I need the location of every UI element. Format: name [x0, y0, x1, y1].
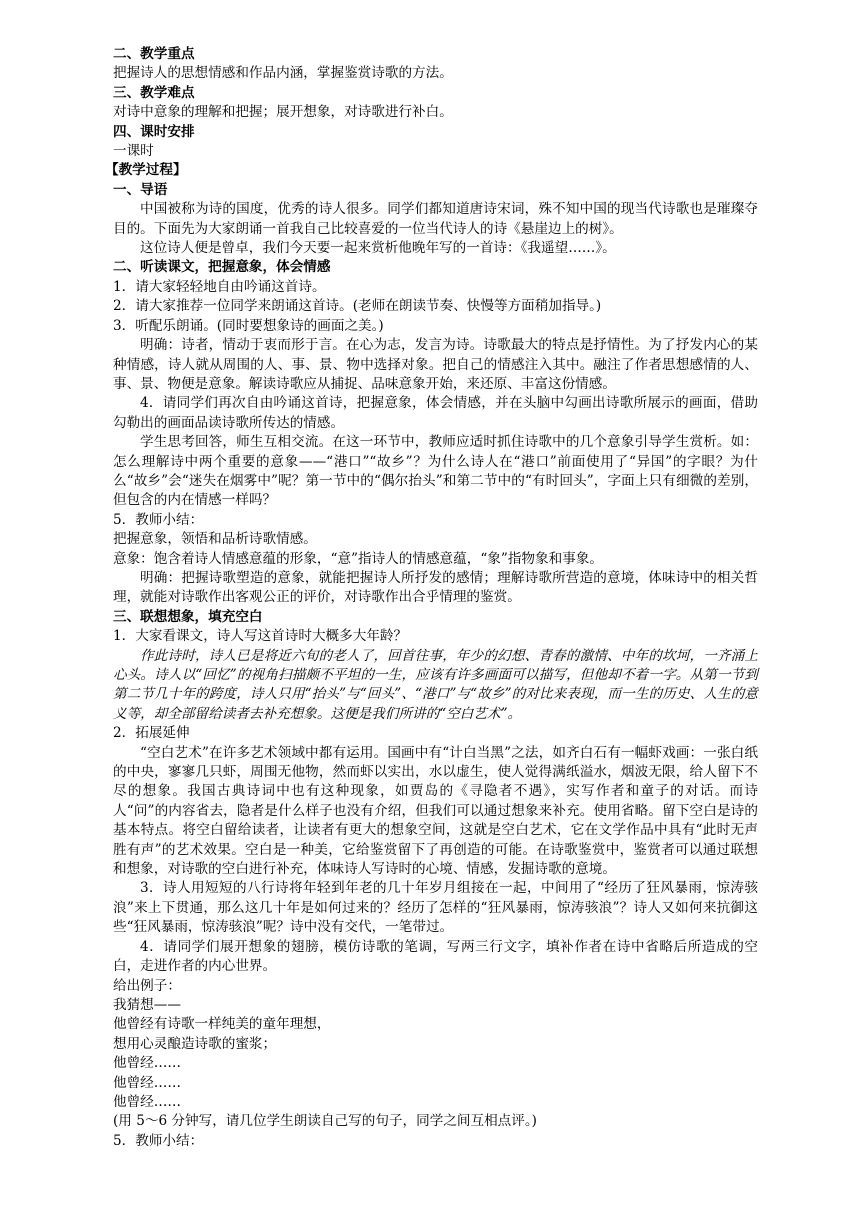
text-line: 意象：饱含着诗人情感意蕴的形象，“意”指诗人的情感意蕴，“象”指物象和事象。 [113, 550, 603, 567]
text-line: 2．拓展延伸 [113, 725, 190, 742]
section-heading: 三、教学难点 [113, 84, 195, 101]
section-heading: 二、听读课文，把握意象，体会情感 [113, 259, 331, 276]
paragraph: “空白艺术”在许多艺术领域中都有运用。国画中有“计白当黑”之法，如齐白石有一幅虾戏画：一张白纸的中央，寥寥几只虾，周围无他物，然而虾以实出，水以虚生，使人觉得满纸溢水，烟波无限，给人留下不尽的想象。我国古典诗词中也有这种现象，如贾岛的《寻隐者不遇》，实写作者和童子的对话。而诗人“问”的内容省去，隐者是什么样子也没有介绍，但我们可以通过想象来补充。使用省略。留下空白是诗的基本特点。将空白留给读者，让读者有更大的想象空间，这就是空白艺术，它在文学作品中具有“此时无声胜有声”的艺术效果。空白是一种美，它给鉴赏留下了再创造的可能。在诗歌鉴赏中，鉴赏者可以通过联想和想象，对诗歌的空白进行补充，体味诗人写诗时的心境、情感，发掘诗歌的意境。 [113, 744, 758, 878]
text-line: 5．教师小结： [113, 1132, 204, 1149]
section-heading: 【教学过程】 [105, 162, 187, 179]
text-line: 2．请大家推荐一位同学来朗诵这首诗。(老师在朗读节奏、快慢等方面稍加指导。) [113, 298, 602, 315]
text-line: 他曾经…… [113, 1074, 181, 1091]
text-line: 对诗中意象的理解和把握；展开想象，对诗歌进行补白。 [113, 104, 453, 121]
text-line: 1．大家看课文，诗人写这首诗时大概多大年龄？ [113, 628, 408, 645]
section-heading: 四、课时安排 [113, 123, 195, 140]
paragraph: 作此诗时，诗人已是将近六旬的老人了，回首往事，年少的幻想、青春的激情、中年的坎坷，一齐涌上心头。诗人以“回忆”的视角扫描颇不平坦的一生，应该有许多画面可以描写，但他却不着一字。从第一节到第二节几十年的跨度，诗人只用“抬头”与“回头”、“港口”与“故乡”的对比来表现，而一生的历史、人生的意义等，却全部留给读者去补充想象。这便是我们所讲的“空白艺术”。 [113, 647, 758, 722]
text-line: 给出例子： [113, 977, 181, 994]
text-line: 3．听配乐朗诵。(同时要想象诗的画面之美。) [113, 317, 384, 334]
paragraph: 学生思考回答，师生互相交流。在这一环节中，教师应适时抓住诗歌中的几个意象引导学生赏析。如：怎么理解诗中两个重要的意象——“港口”“故乡”？为什么诗人在“港口”前面使用了“异国”的字眼？为什么“故乡”会“迷失在烟雾中”呢？第一节中的“偶尔抬头”和第二节中的“有时回头”，字面上只有细微的差别，但包含的内在情感一样吗？ [113, 434, 758, 509]
section-heading: 一、导语 [113, 181, 168, 198]
text-line: 想用心灵酿造诗歌的蜜浆； [113, 1035, 277, 1052]
text-line: 把握意象，领悟和品析诗歌情感。 [113, 531, 317, 548]
section-heading: 二、教学重点 [113, 46, 195, 62]
text-line: 5．教师小结： [113, 511, 204, 528]
paragraph: 4．请同学们再次自由吟诵这首诗，把握意象，体会情感，并在头脑中勾画出诗歌所展示的画面，借助勾勒出的画面品读诗歌所传达的情感。 [113, 395, 758, 431]
text-line: 他曾经…… [113, 1093, 181, 1110]
text-line: 我猜想—— [113, 996, 181, 1013]
text-line: 他曾经…… [113, 1055, 181, 1072]
text-line: 一课时 [113, 143, 154, 160]
paragraph: 3．诗人用短短的八行诗将年轻到年老的几十年岁月组接在一起，中间用了“经历了狂风暴雨，惊涛骇浪”来上下贯通，那么这几十年是如何过来的？经历了怎样的“狂风暴雨，惊涛骇浪”？诗人又如何来抗御这些“狂风暴雨，惊涛骇浪”呢？诗中没有交代，一笔带过。 [113, 880, 758, 936]
text-line: 1．请大家轻轻地自由吟诵这首诗。 [113, 278, 326, 295]
text-line: (用 5～6 分钟写，请几位学生朗读自己写的句子，同学之间互相点评。) [113, 1113, 537, 1130]
paragraph: 4．请同学们展开想象的翅膀，模仿诗歌的笔调，写两三行文字，填补作者在诗中省略后所造成的空白，走进作者的内心世界。 [113, 938, 758, 975]
paragraph: 明确：诗者，情动于衷而形于言。在心为志，发言为诗。诗歌最大的特点是抒情性。为了抒发内心的某种情感，诗人就从周围的人、事、景、物中选择对象。把自己的情感注入其中。融注了作者思想感情的人、事、景、物便是意象。解读诗歌应从捕捉、品味意象开始，来还原、丰富这份情感。 [113, 337, 758, 392]
text-line: 他曾经有诗歌一样纯美的童年理想， [113, 1016, 331, 1033]
paragraph: 明确：把握诗歌塑造的意象，就能把握诗人所抒发的感情；理解诗歌所营造的意境，体味诗中的相关哲理，就能对诗歌作出客观公正的评价，对诗歌作出合乎情理的鉴赏。 [113, 569, 758, 606]
paragraph: 中国被称为诗的国度，优秀的诗人很多。同学们都知道唐诗宋词，殊不知中国的现当代诗歌也是璀璨夺目的。下面先为大家朗诵一首我自己比较喜爱的一位当代诗人的诗《悬崖边上的树》。 [113, 201, 758, 237]
text-line: 把握诗人的思想情感和作品内涵，掌握鉴赏诗歌的方法。 [113, 65, 453, 82]
lesson-plan-body [105, 45, 758, 1151]
section-heading: 三、联想想象，填充空白 [113, 608, 263, 625]
paragraph: 这位诗人便是曾卓，我们今天要一起来赏析他晚年写的一首诗：《我遥望……》。 [140, 240, 616, 257]
